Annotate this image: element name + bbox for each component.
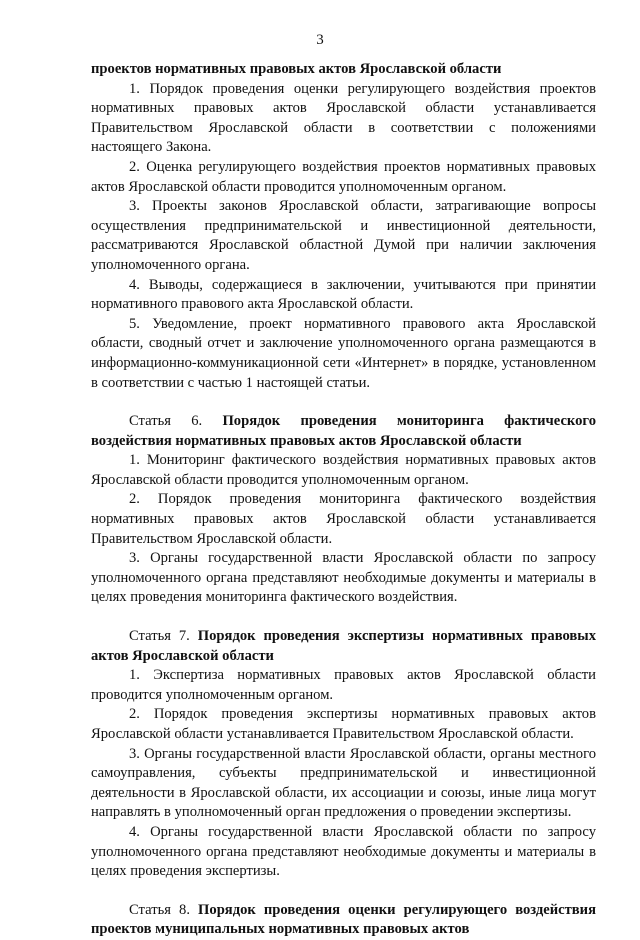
document-body bbox=[91, 60, 596, 940]
article-8-title: Порядок проведения оценки регулирующего воздействия проектов муниципальных нормативных правовых актов bbox=[91, 901, 596, 938]
section-5-paragraph-1: 1. Порядок проведения оценки регулирующего воздействия проектов нормативных правовых актов Ярославской области устанавливается Правительством Ярославской области в соответствии с положениями настоящего Закона. bbox=[91, 80, 596, 156]
article-6-paragraph-3: 3. Органы государственной власти Ярославской области по запросу уполномоченного органа представляют необходимые документы и материалы в целях проведения мониторинга фактического воздействия. bbox=[91, 550, 596, 606]
article-6-heading bbox=[91, 412, 596, 451]
article-7-heading bbox=[91, 627, 596, 666]
lead-heading: проектов нормативных правовых актов Ярославской области bbox=[91, 61, 502, 77]
article-8-label: Статья 8. bbox=[129, 901, 190, 918]
page-number: 3 bbox=[316, 32, 324, 48]
article-6-label: Статья 6. bbox=[129, 413, 203, 430]
section-5-paragraph-3: 3. Проекты законов Ярославской области, затрагивающие вопросы осуществления предпринимательской и инвестиционной деятельности, рассматриваются Ярославской областной Думой при наличии заключения уполномоченного органа. bbox=[91, 198, 596, 273]
article-7-label: Статья 7. bbox=[129, 628, 190, 645]
section-5-paragraph-2: 2. Оценка регулирующего воздействия проектов нормативных правовых актов Ярославской области проводится уполномоченным органом. bbox=[91, 158, 596, 195]
article-8-heading bbox=[91, 901, 596, 940]
section-5-paragraph-4: 4. Выводы, содержащиеся в заключении, учитываются при принятии нормативного правового акта Ярославской области. bbox=[91, 276, 596, 313]
article-6-paragraph-2: 2. Порядок проведения мониторинга фактического воздействия нормативных правовых актов Ярославской области устанавливается Правительством Ярославской области. bbox=[91, 491, 596, 547]
article-6-title: Порядок проведения мониторинга фактического воздействия нормативных правовых актов Ярославской области bbox=[91, 413, 596, 449]
article-7-paragraph-1: 1. Экспертиза нормативных правовых актов Ярославской области проводится уполномоченным органом. bbox=[91, 667, 596, 703]
article-7-paragraph-3: 3. Органы государственной власти Ярославской области, органы местного самоуправления, субъекты предпринимательской и инвестиционной деятельности в Ярославской области, их ассоциации и союзы, иные лица могут направлять в уполномоченный орган предложения о проведении экспертизы. bbox=[91, 745, 596, 821]
article-7-paragraph-4: 4. Органы государственной власти Ярославской области по запросу уполномоченного органа представляют необходимые документы и материалы в целях проведения экспертизы. bbox=[91, 823, 596, 880]
article-7-title: Порядок проведения экспертизы нормативных правовых актов Ярославской области bbox=[91, 628, 596, 664]
article-7-paragraph-2: 2. Порядок проведения экспертизы нормативных правовых актов Ярославской области устанавливается Правительством Ярославской области. bbox=[91, 706, 596, 742]
article-6-paragraph-1: 1. Мониторинг фактического воздействия нормативных правовых актов Ярославской области проводится уполномоченным органом. bbox=[91, 452, 596, 488]
section-5-paragraph-5: 5. Уведомление, проект нормативного правового акта Ярославской области, сводный отчет и заключение уполномоченного органа размещаются в информационно-коммуникационной сети «Интернет» в порядке, установленном в соответствии с частью 1 настоящей статьи. bbox=[91, 315, 596, 391]
